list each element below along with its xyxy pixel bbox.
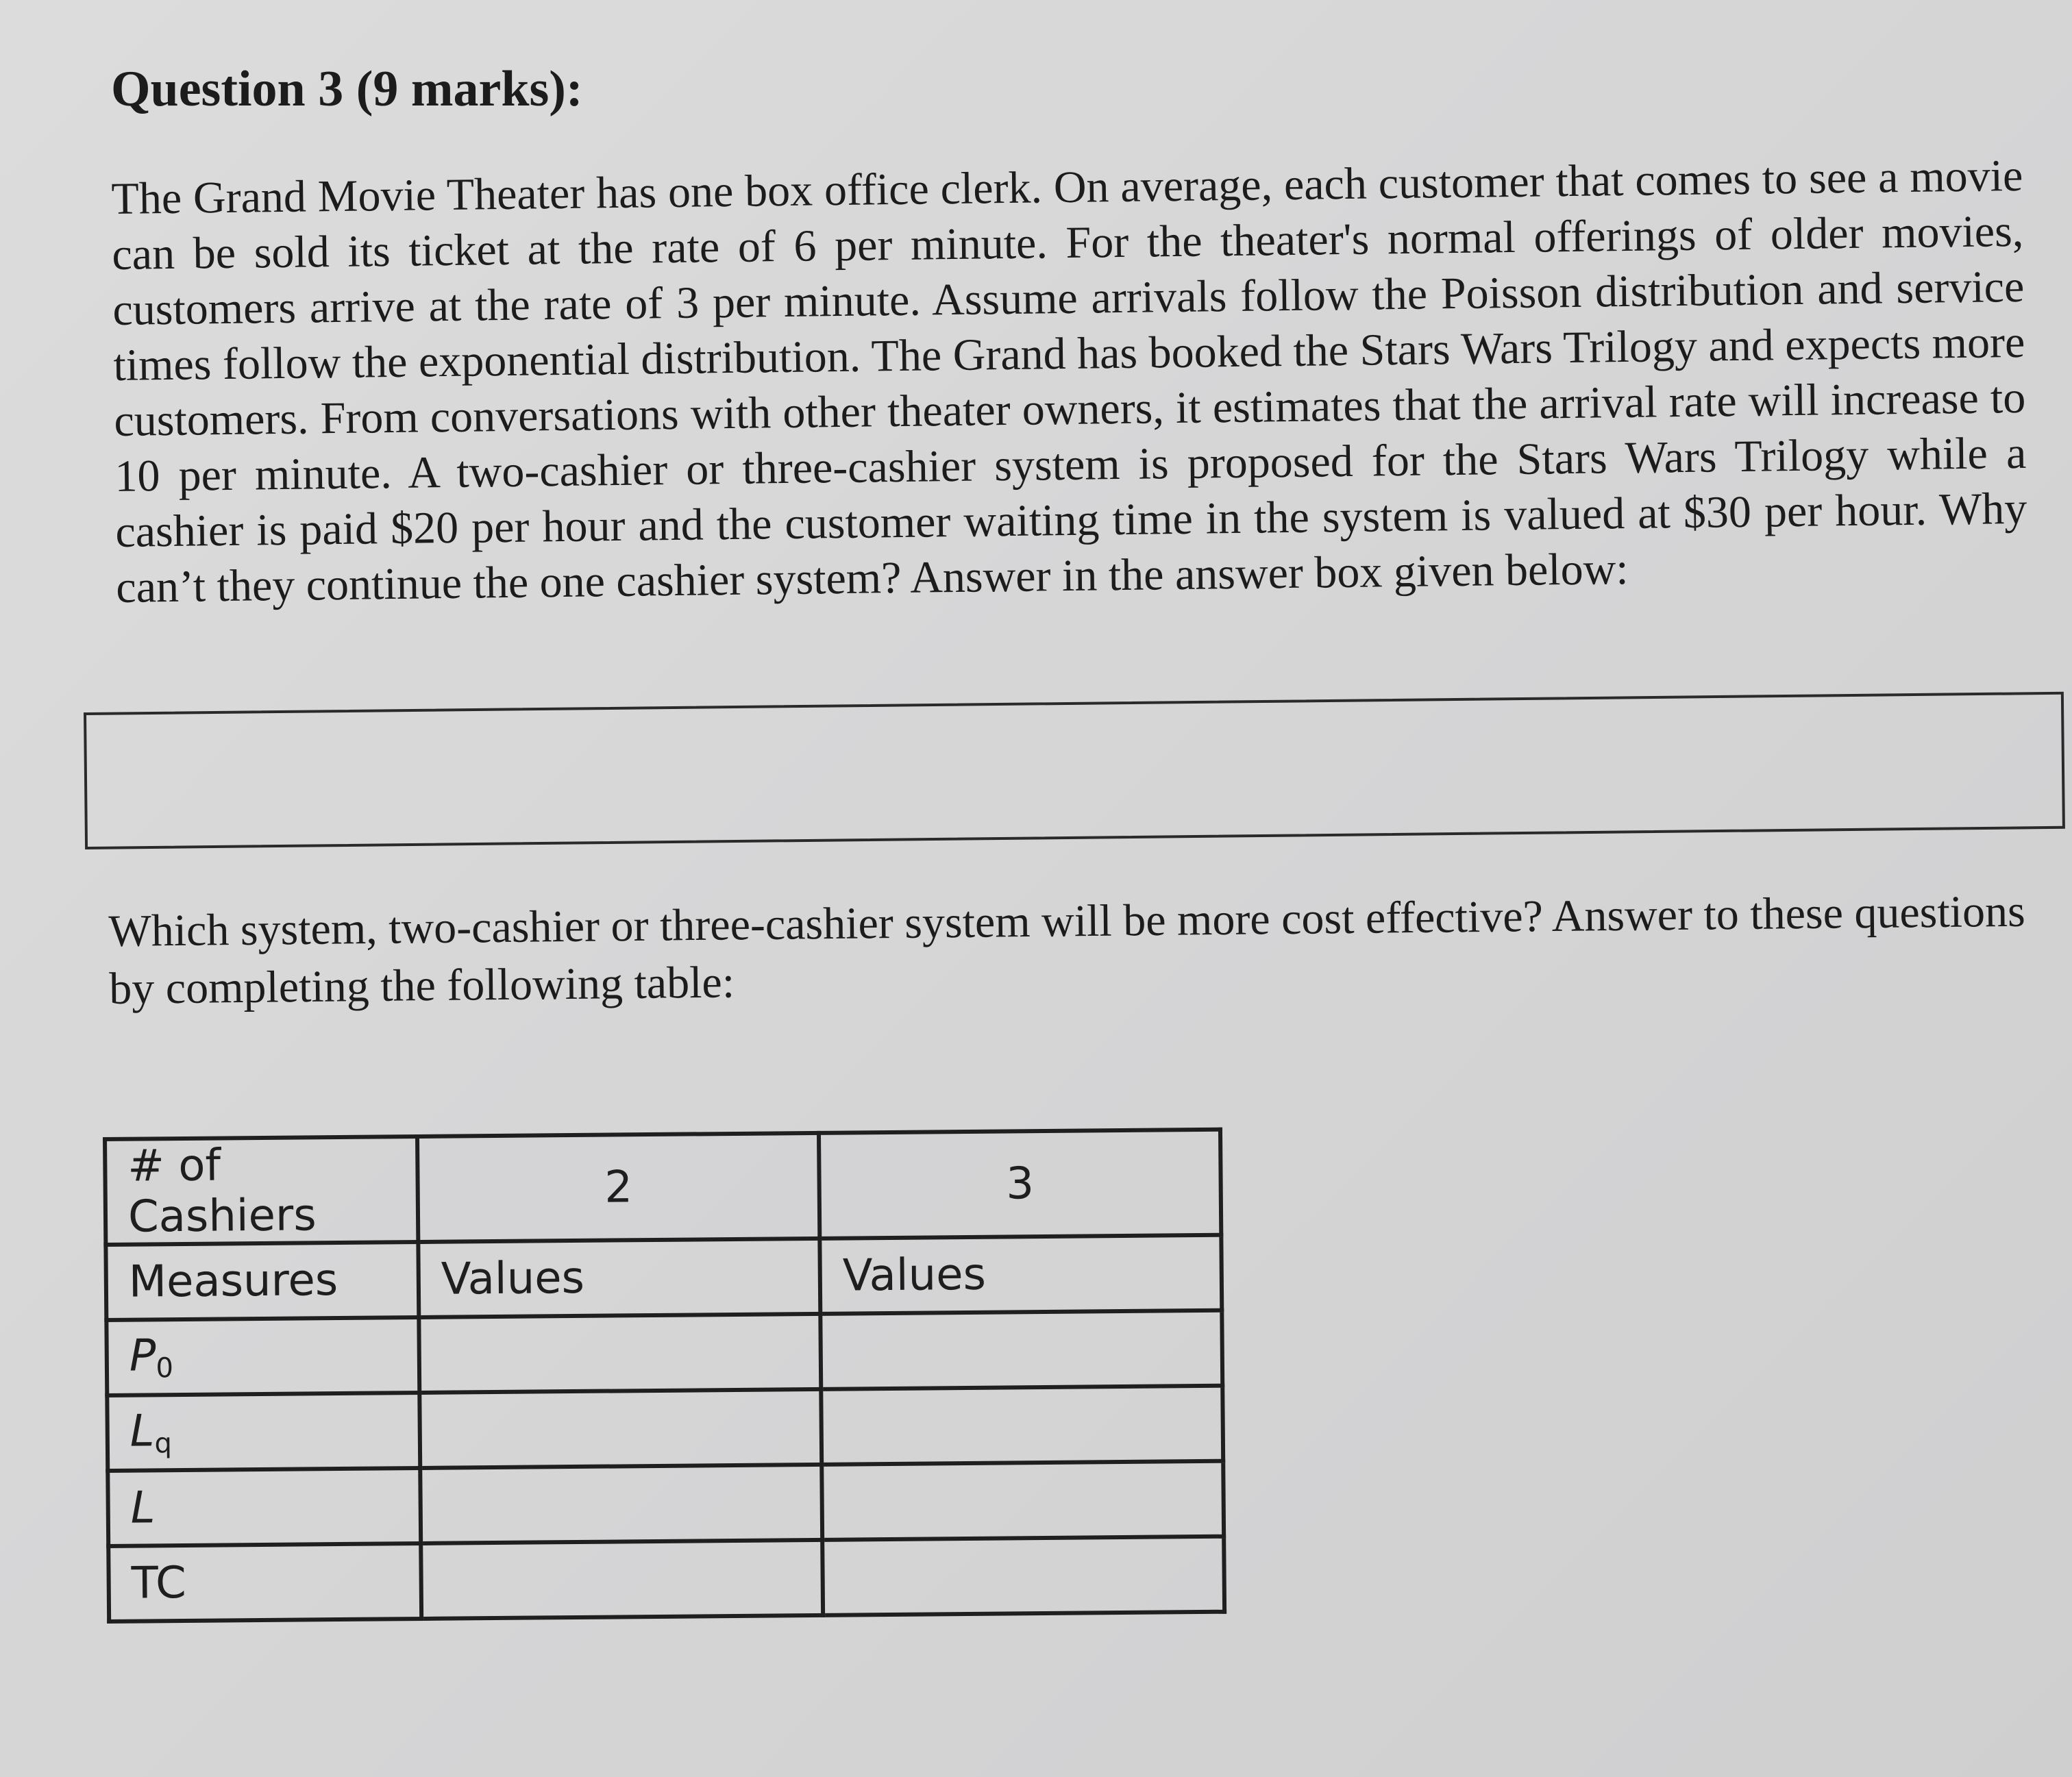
three-cashier-header: 3 — [819, 1130, 1221, 1239]
table-row — [108, 1537, 1224, 1621]
values-label-three: Values — [819, 1235, 1222, 1314]
l-two-cashier-cell[interactable] — [420, 1465, 822, 1543]
answer-box[interactable] — [84, 692, 2065, 849]
measures-table — [103, 1128, 1226, 1624]
tc-three-cashier-cell[interactable] — [822, 1537, 1224, 1615]
table-row — [106, 1310, 1222, 1395]
comparison-question: Which system, two-cashier or three-cashier system will be more cost effective? Answer to these questions by completing the following table: — [108, 886, 2026, 1014]
table-row — [108, 1461, 1224, 1546]
cashiers-header-label: # of Cashiers — [105, 1136, 418, 1245]
measure-symbol: L — [130, 1482, 156, 1534]
p0-two-cashier-cell[interactable] — [419, 1314, 821, 1393]
measure-subscript: 0 — [156, 1352, 174, 1384]
table-header-row — [105, 1130, 1221, 1245]
measure-l — [108, 1468, 421, 1546]
measure-tc: TC — [108, 1543, 421, 1621]
two-cashier-header: 2 — [417, 1133, 819, 1242]
measures-table-wrapper — [103, 1128, 1226, 1624]
tc-two-cashier-cell[interactable] — [421, 1540, 823, 1619]
table-subheader-row — [106, 1235, 1222, 1320]
lq-three-cashier-cell[interactable] — [821, 1386, 1223, 1465]
question-paragraph: The Grand Movie Theater has one box office clerk. On average, each customer that comes to see a movie can be sold its ticket at the rate of 6 per minute. For the theater's normal offerings of older movies, customers arrive at the rate of 3 per minute. Assume arrivals follow the Poisson distribution and service times follow the exponential distribution. The Grand has booked the Stars Wars Trilogy and expects more customers. From conversations with other theater owners, it estimates that the arrival rate will increase to 10 per minute. A two-cashier or three-cashier system is proposed for the Stars Wars Trilogy while a cashier is paid $20 per hour and the customer waiting time in the system is valued at $30 per hour. Why can’t they continue the one cashier system? Answer in the answer box given below: — [111, 150, 2027, 612]
lq-two-cashier-cell[interactable] — [419, 1389, 822, 1468]
measure-lq — [107, 1393, 420, 1471]
measure-subscript: q — [154, 1428, 173, 1460]
table-row — [107, 1386, 1223, 1471]
measure-symbol: L — [130, 1406, 155, 1457]
p0-three-cashier-cell[interactable] — [820, 1310, 1222, 1389]
l-three-cashier-cell[interactable] — [822, 1461, 1224, 1540]
measures-label: Measures — [106, 1242, 419, 1320]
measure-symbol: P — [129, 1330, 156, 1382]
values-label-two: Values — [418, 1239, 820, 1317]
measure-p0 — [106, 1317, 419, 1395]
question-title: Question 3 (9 marks): — [111, 61, 583, 117]
